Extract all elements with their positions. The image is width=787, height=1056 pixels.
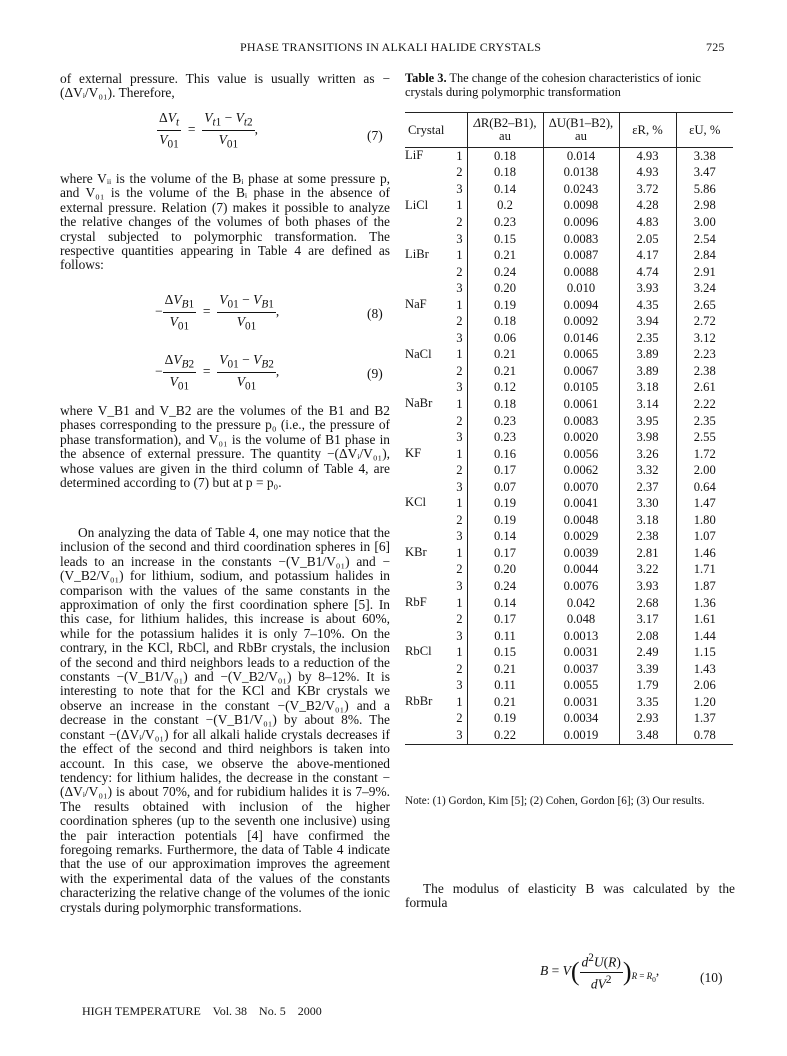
paragraph-definition	[60, 172, 390, 273]
cell-crystal	[405, 678, 449, 695]
table-row	[405, 214, 733, 231]
cell-value: 3.39	[619, 661, 676, 678]
table-3	[405, 112, 733, 745]
cell-value: 2.93	[619, 711, 676, 728]
cell-value: 3.00	[676, 214, 733, 231]
cell-source: 2	[456, 612, 463, 627]
cell-value: 0.07	[467, 479, 543, 496]
cell-value: 0.14	[467, 595, 543, 612]
cell-value: 3.47	[676, 165, 733, 182]
cell-source: 3	[449, 727, 467, 744]
table-row	[405, 363, 733, 380]
cell-value: 3.26	[619, 446, 676, 463]
cell-value: 0.24	[467, 578, 543, 595]
header-delta-r: ΔR(B2–B1), au	[467, 113, 543, 148]
table-body	[405, 148, 733, 745]
cell-value: 0.19	[467, 297, 543, 314]
cell-value: 3.72	[619, 181, 676, 198]
cell-value: 1.47	[676, 495, 733, 512]
cell-value: 3.22	[619, 562, 676, 579]
cell-value: 2.06	[676, 678, 733, 695]
header-delta-u: ΔU(B1–B2), au	[543, 113, 619, 148]
header-eps-u: εU, %	[676, 113, 733, 148]
cell-crystal: LiCl	[405, 197, 429, 212]
cell-value: 1.36	[676, 595, 733, 612]
paragraph-modulus	[405, 882, 735, 911]
cell-value: 0.0065	[543, 347, 619, 364]
cell-value: 0.21	[467, 661, 543, 678]
cell-crystal	[405, 429, 449, 446]
table-row	[405, 727, 733, 744]
equation-7: $\frac{\Delta V_t}{V_{01}}$ = $\frac{V_{t1} - V_{t2}}{V_{01}}$ ,	[159, 110, 258, 151]
cell-value: 3.14	[619, 396, 676, 413]
table-row	[405, 313, 733, 330]
cell-value: 0.0243	[543, 181, 619, 198]
cell-crystal	[405, 231, 449, 248]
table-row	[405, 181, 733, 198]
cell-value: 3.35	[619, 694, 676, 711]
cell-value: 0.18	[467, 148, 543, 165]
cell-crystal	[405, 413, 449, 430]
table-row	[405, 198, 733, 215]
table-row	[405, 711, 733, 728]
cell-crystal: RbF	[405, 594, 427, 609]
cell-value: 2.98	[676, 198, 733, 215]
paragraph-analysis	[60, 526, 390, 915]
table-row	[405, 578, 733, 595]
cell-source: 1	[456, 347, 463, 362]
cell-source: 2	[456, 413, 463, 428]
cell-value: 0.0061	[543, 396, 619, 413]
cell-source: 3	[456, 231, 463, 246]
table-row	[405, 595, 733, 612]
cell-value: 2.61	[676, 380, 733, 397]
equation-8: − $\frac{\Delta V_{B1}}{V_{01}}$ = $\frac{V_{01} - V_{B1}}{V_{01}}$ ,	[155, 292, 280, 333]
cell-value: 0.23	[467, 429, 543, 446]
cell-value: 0.0048	[543, 512, 619, 529]
cell-value: 0.0083	[543, 231, 619, 248]
cell-value: 3.24	[676, 280, 733, 297]
table-row	[405, 462, 733, 479]
cell-value: 2.35	[676, 413, 733, 430]
cell-value: 2.38	[619, 529, 676, 546]
cell-value: 0.14	[467, 181, 543, 198]
cell-source: 3	[456, 628, 463, 643]
cell-source: 2	[456, 463, 463, 478]
cell-value: 2.37	[619, 479, 676, 496]
equation-9-number: (9)	[367, 366, 383, 381]
cell-source: 1	[456, 248, 463, 263]
cell-value: 3.17	[619, 611, 676, 628]
paragraph-text: where V_B1 and V_B2 are the volumes of the B1 and B2 phases corresponding to the pressure p₀ (i.e., the pressure of phase transformation), and V₀₁ is the volume of B1 phase in the absence of external pressure. The quantity −(ΔVᵢ/V₀₁), whose values are given in the third column of Table 4, are determined according to (7) but at p = p₀.	[60, 403, 390, 491]
table-row	[405, 280, 733, 297]
cell-value: 3.95	[619, 413, 676, 430]
equation-10: B = V( $\frac{d^2U(R)}{dV^2}$ )$_{R = R_0}$,	[540, 952, 660, 991]
cell-source: 1	[456, 645, 463, 660]
cell-value: 1.43	[676, 661, 733, 678]
cell-source: 2	[456, 661, 463, 676]
table-row	[405, 429, 733, 446]
table-row	[405, 529, 733, 546]
running-title: PHASE TRANSITIONS IN ALKALI HALIDE CRYSTALS	[240, 40, 542, 54]
cell-value: 0.19	[467, 711, 543, 728]
cell-value: 0.0105	[543, 380, 619, 397]
cell-value: 2.00	[676, 462, 733, 479]
paragraph-intro	[60, 72, 390, 101]
cell-value: 0.24	[467, 264, 543, 281]
cell-value: 1.61	[676, 611, 733, 628]
cell-value: 0.0020	[543, 429, 619, 446]
paragraph-text: On analyzing the data of Table 4, one may notice that the inclusion of the second and third coordination spheres in [6] leads to an increase in the constants −(V_B1/V₀₁) and −(V_B2/V₀₁) for lithium, sodium, and potassium halides in comparison with the values of the same constants in the approximation of only the first coordination sphere [5]. In this case, for lithium halides, this increase is about 60%, while for the potassium halides it is only 7–10%. On the contrary, in the KCl, RbCl, and RbBr crystals, the inclusion of the second and third neighbors leads to a reduction of the constants −(V_B1/V₀₁) and −(V_B2/V₀₁) by 8–12%. It is interesting to note that for the KCl and KBr crystals we observe an increase in the constant −(V_B2/V₀₁) and a decrease in the constant −(V_B1/V₀₁) by about 8%. The constant −(ΔVᵢ/V₀₁) for all alkali halide crystals decreases if the effect of the second and third neighbors is taken into account. In this case, we observe the above-mentioned tendency: for lithium halides, the decrease in the constant −(ΔVᵢ/V₀₁) is about 70%, and for rubidium halides it is 7–9%. The results obtained with inclusion of the higher coordination spheres (up to the seventh one inclusive) using the pair interaction potentials [4] have confirmed the foregoing remarks. Furthermore, the data of Table 4 indicate that the use of our approximation improves the agreement with the experimental data of the values of the constants characterizing the relative change of the volumes of the ionic crystals during polymorphic transformations.	[60, 525, 390, 915]
cell-crystal	[405, 578, 449, 595]
cell-source: 1	[456, 297, 463, 312]
cell-value: 1.72	[676, 446, 733, 463]
cell-source: 2	[456, 264, 463, 279]
cell-source: 2	[456, 165, 463, 180]
table-row	[405, 562, 733, 579]
header-crystal: Crystal	[405, 113, 467, 148]
cell-crystal: KBr	[405, 545, 427, 560]
cell-crystal	[405, 628, 449, 645]
cell-value: 2.65	[676, 297, 733, 314]
cell-source: 3	[456, 281, 463, 296]
footer-year: 2000	[297, 1004, 322, 1018]
cell-value: 2.91	[676, 264, 733, 281]
cell-crystal	[405, 727, 449, 744]
cell-value: 0.17	[467, 545, 543, 562]
cell-value: 0.0031	[543, 644, 619, 661]
table-row	[405, 148, 733, 165]
cell-value: 0.0039	[543, 545, 619, 562]
cell-value: 2.38	[676, 363, 733, 380]
cell-value: 0.0041	[543, 495, 619, 512]
cell-value: 2.55	[676, 429, 733, 446]
equation-10-number: (10)	[700, 970, 723, 985]
table-row	[405, 165, 733, 182]
cell-value: 3.94	[619, 313, 676, 330]
cell-crystal	[405, 380, 449, 397]
cell-crystal	[405, 264, 449, 281]
cell-crystal: KCl	[405, 495, 426, 510]
table-row	[405, 247, 733, 264]
cell-crystal	[405, 529, 449, 546]
cell-source: 2	[456, 314, 463, 329]
cell-value: 0.19	[467, 512, 543, 529]
cell-value: 4.83	[619, 214, 676, 231]
cell-value: 0.014	[543, 148, 619, 165]
cell-value: 0.0062	[543, 462, 619, 479]
cell-value: 1.20	[676, 694, 733, 711]
cell-value: 0.18	[467, 396, 543, 413]
cell-source: 1	[456, 694, 463, 709]
cell-value: 0.0138	[543, 165, 619, 182]
cell-value: 1.87	[676, 578, 733, 595]
cell-crystal	[405, 661, 449, 678]
cell-value: 4.93	[619, 165, 676, 182]
cell-value: 2.05	[619, 231, 676, 248]
cell-value: 1.07	[676, 529, 733, 546]
cell-value: 0.0092	[543, 313, 619, 330]
equation-9: − $\frac{\Delta V_{B2}}{V_{01}}$ = $\frac{V_{01} - V_{B2}}{V_{01}}$ ,	[155, 352, 280, 393]
cell-value: 0.0037	[543, 661, 619, 678]
cell-value: 0.042	[543, 595, 619, 612]
cell-crystal: RbBr	[405, 694, 433, 709]
cell-value: 1.71	[676, 562, 733, 579]
cell-value: 2.54	[676, 231, 733, 248]
cell-value: 0.16	[467, 446, 543, 463]
table-note: Note: (1) Gordon, Kim [5]; (2) Cohen, Gordon [6]; (3) Our results.	[405, 795, 705, 807]
cell-value: 0.17	[467, 462, 543, 479]
cell-value: 0.15	[467, 644, 543, 661]
paragraph-phase-volumes	[60, 404, 390, 490]
cell-value: 0.0034	[543, 711, 619, 728]
cell-value: 0.0044	[543, 562, 619, 579]
cell-source: 3	[456, 578, 463, 593]
cell-value: 4.28	[619, 198, 676, 215]
cell-value: 3.18	[619, 512, 676, 529]
cell-value: 3.89	[619, 347, 676, 364]
cell-value: 3.12	[676, 330, 733, 347]
table-row	[405, 661, 733, 678]
table-caption-text: The change of the cohesion characteristics of ionic crystals during polymorphic transformation	[405, 71, 701, 99]
table-header-row	[405, 113, 733, 148]
cell-value: 0.2	[467, 198, 543, 215]
footer-journal: HIGH TEMPERATURE	[82, 1004, 201, 1018]
table-row	[405, 413, 733, 430]
cell-value: 0.64	[676, 479, 733, 496]
cell-crystal	[405, 330, 449, 347]
cell-crystal	[405, 313, 449, 330]
cell-source: 2	[456, 214, 463, 229]
cell-crystal	[405, 363, 449, 380]
cell-value: 0.23	[467, 413, 543, 430]
cell-crystal: NaCl	[405, 346, 432, 361]
table-caption	[405, 72, 733, 99]
cell-source: 2	[456, 562, 463, 577]
cell-value: 1.44	[676, 628, 733, 645]
cell-value: 0.0094	[543, 297, 619, 314]
table-caption-label: Table 3.	[405, 71, 447, 85]
table-row	[405, 512, 733, 529]
cell-value: 0.20	[467, 280, 543, 297]
cell-crystal	[405, 479, 449, 496]
cell-value: 0.78	[676, 727, 733, 744]
table-row	[405, 297, 733, 314]
footer-number: No. 5	[259, 1004, 286, 1018]
cell-value: 3.48	[619, 727, 676, 744]
table-row	[405, 495, 733, 512]
cell-value: 3.89	[619, 363, 676, 380]
cell-value: 2.81	[619, 545, 676, 562]
cell-value: 1.37	[676, 711, 733, 728]
cell-value: 4.17	[619, 247, 676, 264]
cell-value: 2.08	[619, 628, 676, 645]
table-row	[405, 231, 733, 248]
cell-value: 2.35	[619, 330, 676, 347]
cell-value: 0.21	[467, 347, 543, 364]
cell-value: 0.0076	[543, 578, 619, 595]
cell-value: 0.21	[467, 363, 543, 380]
cell-value: 0.0146	[543, 330, 619, 347]
table-row	[405, 628, 733, 645]
page-number: 725	[706, 40, 725, 54]
cell-crystal: LiBr	[405, 247, 429, 262]
cell-source: 1	[456, 396, 463, 411]
cell-value: 1.15	[676, 644, 733, 661]
cell-value: 0.18	[467, 313, 543, 330]
table-row	[405, 264, 733, 281]
cell-value: 2.49	[619, 644, 676, 661]
table-row	[405, 694, 733, 711]
cell-source: 1	[456, 446, 463, 461]
cell-value: 0.18	[467, 165, 543, 182]
paragraph-text: where Vᵢᵢ is the volume of the Bᵢ phase at some pressure p, and V₀₁ is the volume of the Bᵢ phase in the absence of external pressure. Relation (7) makes it possible to analyze the relative changes of the volumes of both phases of the crystal subjected to polymorphic transformation. The respective quantities appearing in Table 4 are defined as follows:	[60, 171, 390, 273]
paragraph-text: of external pressure. This value is usually written as −(ΔVᵢ/V₀₁). Therefore,	[60, 71, 390, 101]
cell-crystal	[405, 462, 449, 479]
cell-value: 0.21	[467, 247, 543, 264]
cell-value: 1.46	[676, 545, 733, 562]
cell-source: 2	[456, 363, 463, 378]
cell-value: 3.93	[619, 280, 676, 297]
table-row	[405, 330, 733, 347]
cell-value: 2.72	[676, 313, 733, 330]
cell-value: 0.048	[543, 611, 619, 628]
cell-source: 3	[456, 678, 463, 693]
footer	[82, 1004, 322, 1019]
table-row	[405, 446, 733, 463]
table-row	[405, 347, 733, 364]
cell-value: 4.93	[619, 148, 676, 165]
cell-value: 3.38	[676, 148, 733, 165]
cell-value: 0.21	[467, 694, 543, 711]
cell-value: 3.18	[619, 380, 676, 397]
cell-value: 0.0088	[543, 264, 619, 281]
cell-source: 1	[456, 148, 463, 163]
cell-source: 3	[456, 181, 463, 196]
cell-value: 0.0067	[543, 363, 619, 380]
cell-value: 3.93	[619, 578, 676, 595]
cell-value: 0.0056	[543, 446, 619, 463]
cell-crystal: RbCl	[405, 644, 432, 659]
cell-value: 0.17	[467, 611, 543, 628]
cell-value: 0.0055	[543, 678, 619, 695]
cell-source: 1	[456, 198, 463, 213]
cell-value: 0.11	[467, 678, 543, 695]
table-row	[405, 545, 733, 562]
cell-value: 0.0029	[543, 529, 619, 546]
cell-value: 3.98	[619, 429, 676, 446]
cell-value: 0.14	[467, 529, 543, 546]
data-table	[405, 112, 733, 745]
cell-source: 3	[456, 430, 463, 445]
cell-value: 0.0070	[543, 479, 619, 496]
equation-8-number: (8)	[367, 306, 383, 321]
cell-source: 3	[456, 380, 463, 395]
cell-crystal	[405, 280, 449, 297]
cell-source: 2	[456, 512, 463, 527]
cell-crystal: LiF	[405, 148, 424, 162]
cell-value: 0.06	[467, 330, 543, 347]
cell-value: 2.23	[676, 347, 733, 364]
cell-value: 0.19	[467, 495, 543, 512]
cell-source: 3	[456, 330, 463, 345]
cell-source: 1	[456, 545, 463, 560]
footer-volume: Vol. 38	[212, 1004, 248, 1018]
cell-crystal: NaF	[405, 296, 427, 311]
cell-value: 0.0019	[543, 727, 619, 744]
cell-value: 2.84	[676, 247, 733, 264]
cell-source: 3	[456, 479, 463, 494]
cell-crystal	[405, 562, 449, 579]
cell-value: 0.0031	[543, 694, 619, 711]
cell-value: 0.0096	[543, 214, 619, 231]
cell-value: 0.11	[467, 628, 543, 645]
cell-crystal	[405, 165, 449, 182]
cell-value: 5.86	[676, 181, 733, 198]
cell-value: 1.80	[676, 512, 733, 529]
table-row	[405, 644, 733, 661]
cell-value: 1.79	[619, 678, 676, 695]
cell-value: 0.010	[543, 280, 619, 297]
cell-source: 2	[456, 711, 463, 726]
table-row	[405, 479, 733, 496]
cell-crystal: KF	[405, 445, 422, 460]
cell-value: 0.20	[467, 562, 543, 579]
cell-crystal	[405, 711, 449, 728]
cell-crystal: NaBr	[405, 396, 433, 411]
cell-value: 2.22	[676, 396, 733, 413]
cell-value: 4.74	[619, 264, 676, 281]
cell-value: 0.0083	[543, 413, 619, 430]
cell-crystal	[405, 181, 449, 198]
cell-crystal	[405, 512, 449, 529]
header-eps-r: εR, %	[619, 113, 676, 148]
table-row	[405, 611, 733, 628]
cell-source: 1	[456, 595, 463, 610]
cell-value: 0.23	[467, 214, 543, 231]
cell-value: 0.22	[467, 727, 543, 744]
cell-value: 0.0087	[543, 247, 619, 264]
cell-value: 3.32	[619, 462, 676, 479]
cell-value: 4.35	[619, 297, 676, 314]
paragraph-text: The modulus of elasticity B was calculated by the formula	[405, 881, 735, 911]
cell-source: 3	[456, 529, 463, 544]
cell-crystal	[405, 214, 449, 231]
cell-value: 0.0098	[543, 198, 619, 215]
cell-crystal	[405, 611, 449, 628]
cell-value: 0.15	[467, 231, 543, 248]
cell-value: 0.12	[467, 380, 543, 397]
cell-value: 0.0013	[543, 628, 619, 645]
table-row	[405, 380, 733, 397]
equation-7-number: (7)	[367, 128, 383, 143]
cell-value: 3.30	[619, 495, 676, 512]
table-row	[405, 678, 733, 695]
cell-value: 2.68	[619, 595, 676, 612]
table-row	[405, 396, 733, 413]
cell-source: 1	[456, 496, 463, 511]
